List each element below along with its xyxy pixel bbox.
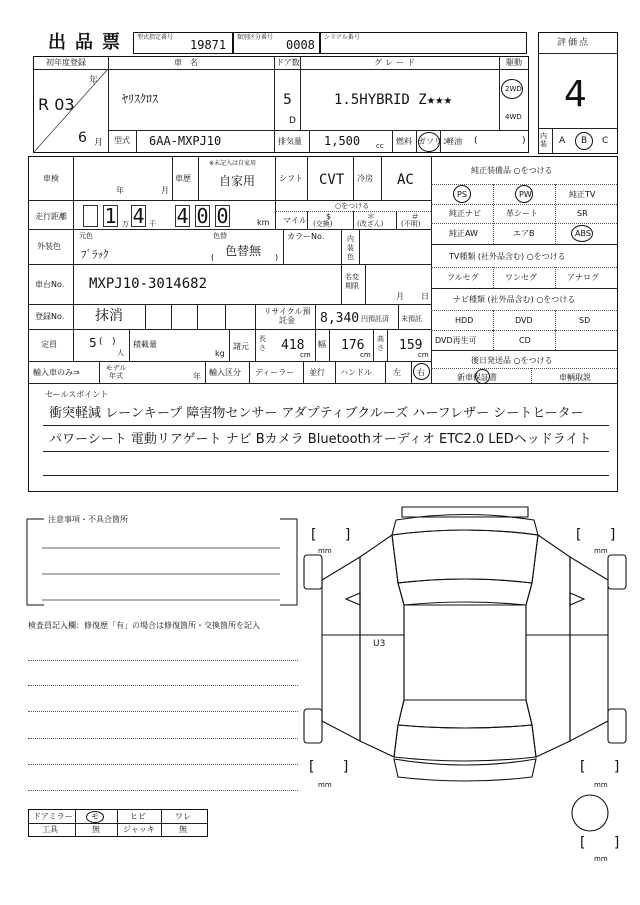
displacement-unit: cc xyxy=(376,142,384,150)
capacity-paren-close: ) xyxy=(112,337,116,347)
option-sr: SR xyxy=(577,209,588,218)
fuel-gasoline: ガソリン xyxy=(418,137,450,146)
class-number-box xyxy=(233,32,320,54)
dvd-playback-label: DVD再生可 xyxy=(435,336,477,345)
registration-label: 登録No. xyxy=(35,312,65,321)
interior-grade-a: A xyxy=(559,136,566,146)
interior-grade-b: B xyxy=(581,136,588,146)
option-tv: 純正TV xyxy=(569,190,596,199)
first-registration-label: 初年度登録 xyxy=(46,58,86,67)
first-reg-month-unit: 月 xyxy=(94,138,104,148)
model-value: 6AA-MXPJ10 xyxy=(149,134,222,148)
length-label: 長さ xyxy=(259,335,266,352)
star-sub: (改ざん) xyxy=(357,220,384,228)
original-color-label: 元色 xyxy=(79,232,93,240)
option-pw: PW xyxy=(519,190,532,199)
import-parallel: 並行 xyxy=(309,368,325,377)
history-value: 自家用 xyxy=(219,174,256,188)
shaken-year-unit: 年 xyxy=(116,186,124,195)
width-value: 176 xyxy=(341,338,365,353)
shift-label: シフト xyxy=(279,174,303,183)
mileage-unit: km xyxy=(257,218,270,227)
bracket-spare: [ ] xyxy=(580,835,632,851)
length-unit: cm xyxy=(300,351,311,359)
grade-value: 1.5HYBRID Z★★★ xyxy=(334,92,453,108)
diagram-mark: U3 xyxy=(373,639,386,649)
grade-label: グレード xyxy=(374,58,418,67)
type-number-box xyxy=(133,32,233,54)
serial-number-label: シリアル番号 xyxy=(324,34,360,41)
inspector-label: 検査員記入欄：修復歴「有」の場合は修復箇所・交換箇所を記入 xyxy=(28,621,260,630)
repaint-label: 色替 xyxy=(213,232,227,240)
navi-dvd: DVD xyxy=(515,316,533,325)
height-label: 高さ xyxy=(377,335,384,352)
navi-header: ナビ種類 (社外品含む) ○をつける xyxy=(453,295,576,304)
tv-oneseg: ワンセグ xyxy=(505,273,537,282)
later-manual: 車輌取説 xyxy=(559,373,591,382)
fuel-paren-open: ( xyxy=(474,136,478,146)
registration-value: 抹消 xyxy=(95,308,123,324)
first-reg-era: R 03 xyxy=(38,95,75,114)
acc-mirror-value: モ xyxy=(91,812,99,821)
rating-score: 4 xyxy=(564,74,587,115)
class-number-label: 類別区分番号 xyxy=(237,34,274,41)
navi-hdd: HDD xyxy=(455,316,474,325)
option-ps-circle xyxy=(453,185,471,203)
option-ps: PS xyxy=(457,190,467,199)
interior-color-label: 内装色 xyxy=(347,235,354,261)
history-note: ※未記入は自家用 xyxy=(209,160,257,167)
width-label: 幅 xyxy=(318,340,326,349)
option-leather: 革シート xyxy=(506,209,538,218)
acc-break-label: ワレ xyxy=(175,812,191,821)
chassis-value: MXPJ10-3014682 xyxy=(89,276,208,292)
class-number-value: 0008 xyxy=(286,38,315,52)
bracket-front-left: [ ] xyxy=(311,527,363,543)
recycle-value: 8,340 xyxy=(320,311,360,326)
tv-analog: アナログ xyxy=(567,273,599,282)
model-year-label: モデル年式 xyxy=(105,364,127,380)
recycle-unpaid: 未預託 xyxy=(401,315,422,323)
fuel-diesel: 軽油 xyxy=(446,137,462,146)
option-navi: 純正ナビ xyxy=(449,209,481,218)
acc-jack-label: ジャッキ xyxy=(123,825,155,834)
import-label: 輸入車のみ⇒ xyxy=(33,368,80,377)
length-value: 418 xyxy=(281,338,305,353)
handle-left: 左 xyxy=(393,368,401,377)
color-number-label: カラーNo. xyxy=(287,232,325,241)
later-warranty: 新車保証書 xyxy=(457,373,497,382)
displacement-value: 1,500 xyxy=(324,134,361,148)
load-label: 積載量 xyxy=(133,340,157,349)
mileage-label: 走行距離 xyxy=(35,212,67,221)
mileage-sen-unit: 千 xyxy=(149,220,156,228)
type-number-label: 型式指定番号 xyxy=(137,34,174,41)
repaint-paren-open: ( xyxy=(211,253,215,262)
height-unit: cm xyxy=(418,351,429,359)
history-label: 車歴 xyxy=(175,174,191,183)
capacity-label: 定員 xyxy=(41,340,57,349)
navi-sd: SD xyxy=(579,316,591,325)
hash-sub: (不明) xyxy=(401,220,421,228)
name-change-month: 月 xyxy=(396,292,404,301)
mm-rear-right: mm xyxy=(594,781,608,789)
mm-front-left: mm xyxy=(318,547,332,555)
option-pw-circle xyxy=(515,185,533,203)
height-value: 159 xyxy=(399,338,423,353)
fuel-label: 燃料 xyxy=(396,137,412,146)
car-name-value: ﾔﾘｽｸﾛｽ xyxy=(122,92,159,106)
repaint-value: 色替無 xyxy=(225,244,262,258)
acc-tools-label: 工具 xyxy=(42,825,58,834)
sales-points-label: セールスポイント xyxy=(45,390,109,399)
doors-label: ドア数 xyxy=(276,58,300,67)
tv-fullseg: フルセグ xyxy=(447,273,479,282)
mileage-digit-5: 0 xyxy=(196,204,209,228)
dollar-sub: (交換) xyxy=(313,220,333,228)
mile-label: マイル xyxy=(283,216,307,225)
capacity-value: 5 xyxy=(89,336,97,350)
mileage-man-unit: 万 xyxy=(122,220,129,228)
door-type: D xyxy=(289,116,296,126)
option-abs: ABS xyxy=(575,229,591,238)
interior-selected-circle xyxy=(575,132,593,150)
name-change-day: 日 xyxy=(421,292,429,301)
caution-bracket xyxy=(26,515,298,606)
hash-label: ＃ xyxy=(411,212,419,221)
acc-jack-value: 無 xyxy=(179,825,187,834)
acc-mirror-circle xyxy=(86,811,104,823)
mileage-digit-4: 4 xyxy=(176,204,189,228)
repaint-paren-close: ) xyxy=(275,253,279,262)
form-title: 出品票 xyxy=(48,32,129,53)
shaken-label: 車検 xyxy=(43,174,59,183)
tv-header: TV種類 (社外品含む) ○をつける xyxy=(449,252,566,261)
recycle-label: リサイクル預託金 xyxy=(263,307,311,325)
sales-points-line2: パワーシート 電動リアゲート ナビ Bカメラ Bluetoothオーディオ ETC2.0 LEDヘッドライト xyxy=(49,432,592,447)
doors-value: 5 xyxy=(283,92,292,108)
interior-label: 内装 xyxy=(540,132,547,148)
recycle-unit: 円預託済 xyxy=(361,315,389,323)
import-dealer: ディーラー xyxy=(255,368,295,377)
serial-number-box xyxy=(320,32,527,54)
handle-right: 右 xyxy=(417,368,425,377)
width-unit: cm xyxy=(360,351,371,359)
first-reg-month: 6 xyxy=(78,130,87,146)
capacity-person-unit: 人 xyxy=(117,349,124,357)
mileage-digit-2: 1 xyxy=(104,204,117,228)
name-change-label: 名変期限 xyxy=(345,273,359,290)
mark-label: ○をつける xyxy=(335,202,370,210)
rating-box xyxy=(538,32,618,154)
caution-label: 注意事項・不具合箇所 xyxy=(48,515,128,524)
fuel-paren-close: ) xyxy=(522,136,526,146)
accessories-table xyxy=(28,809,208,837)
acc-crack-label: ヒビ xyxy=(130,812,146,821)
acc-mirror-label: ドアミラー xyxy=(33,812,73,821)
later-warranty-circle xyxy=(475,369,490,384)
shift-value: CVT xyxy=(319,172,345,188)
chassis-label: 車台No. xyxy=(35,280,65,289)
handle-selected-circle xyxy=(413,363,430,380)
import-category-label: 輸入区分 xyxy=(209,368,241,377)
star-label: ＊ xyxy=(367,212,375,221)
fuel-selected-circle xyxy=(418,132,440,152)
option-airbag: エアB xyxy=(513,229,535,238)
acc-tools-value: 無 xyxy=(92,825,100,834)
mm-spare: mm xyxy=(594,855,608,863)
bracket-front-right: [ ] xyxy=(576,527,628,543)
ac-label: 冷房 xyxy=(357,174,373,183)
options-header: 純正装備品 ○をつける xyxy=(471,166,553,175)
dollar-label: $ xyxy=(326,212,332,221)
mileage-digit-3: 4 xyxy=(132,204,145,228)
car-name-label: 車 名 xyxy=(174,58,198,67)
handle-label: ハンドル xyxy=(340,368,372,377)
displacement-label: 排気量 xyxy=(278,137,302,146)
mm-rear-left: mm xyxy=(318,781,332,789)
load-unit: kg xyxy=(215,349,225,358)
capacity-paren-open: ( xyxy=(99,337,103,347)
spec-label: 諸元 xyxy=(233,342,249,351)
car-damage-diagram xyxy=(300,495,630,875)
model-label: 型式 xyxy=(114,136,130,145)
bracket-rear-left: [ ] xyxy=(309,759,361,775)
bracket-rear-right: [ ] xyxy=(580,759,632,775)
shaken-month-unit: 月 xyxy=(161,186,169,195)
later-header: 後日発送品 ○をつける xyxy=(471,356,553,365)
drive-2wd-circle xyxy=(501,79,523,99)
option-aw: 純正AW xyxy=(449,229,478,238)
cd-label: CD xyxy=(519,336,531,345)
color-label: 外装色 xyxy=(37,242,61,251)
drive-2wd: 2WD xyxy=(505,85,522,93)
main-info-block xyxy=(28,156,618,492)
model-year-unit: 年 xyxy=(193,372,201,381)
car-info-block xyxy=(33,56,529,153)
sales-points-line1: 衝突軽減 レーンキープ 障害物センサー アダプティブクルーズ ハーフレザー シートヒーター xyxy=(49,406,584,421)
original-color-value: ﾌﾞﾗｯｸ xyxy=(81,248,109,261)
ac-value: AC xyxy=(397,172,414,188)
mm-front-right: mm xyxy=(594,547,608,555)
type-number-value: 19871 xyxy=(190,38,227,52)
drive-label: 駆動 xyxy=(506,58,522,67)
mileage-digit-1 xyxy=(83,205,98,227)
option-abs-circle xyxy=(571,225,593,242)
mileage-digit-6: 0 xyxy=(216,204,229,228)
first-reg-year-unit: 年 xyxy=(89,76,99,86)
interior-grade-c: C xyxy=(602,136,609,146)
drive-4wd: 4WD xyxy=(505,113,522,121)
rating-label: 評価点 xyxy=(557,38,591,48)
